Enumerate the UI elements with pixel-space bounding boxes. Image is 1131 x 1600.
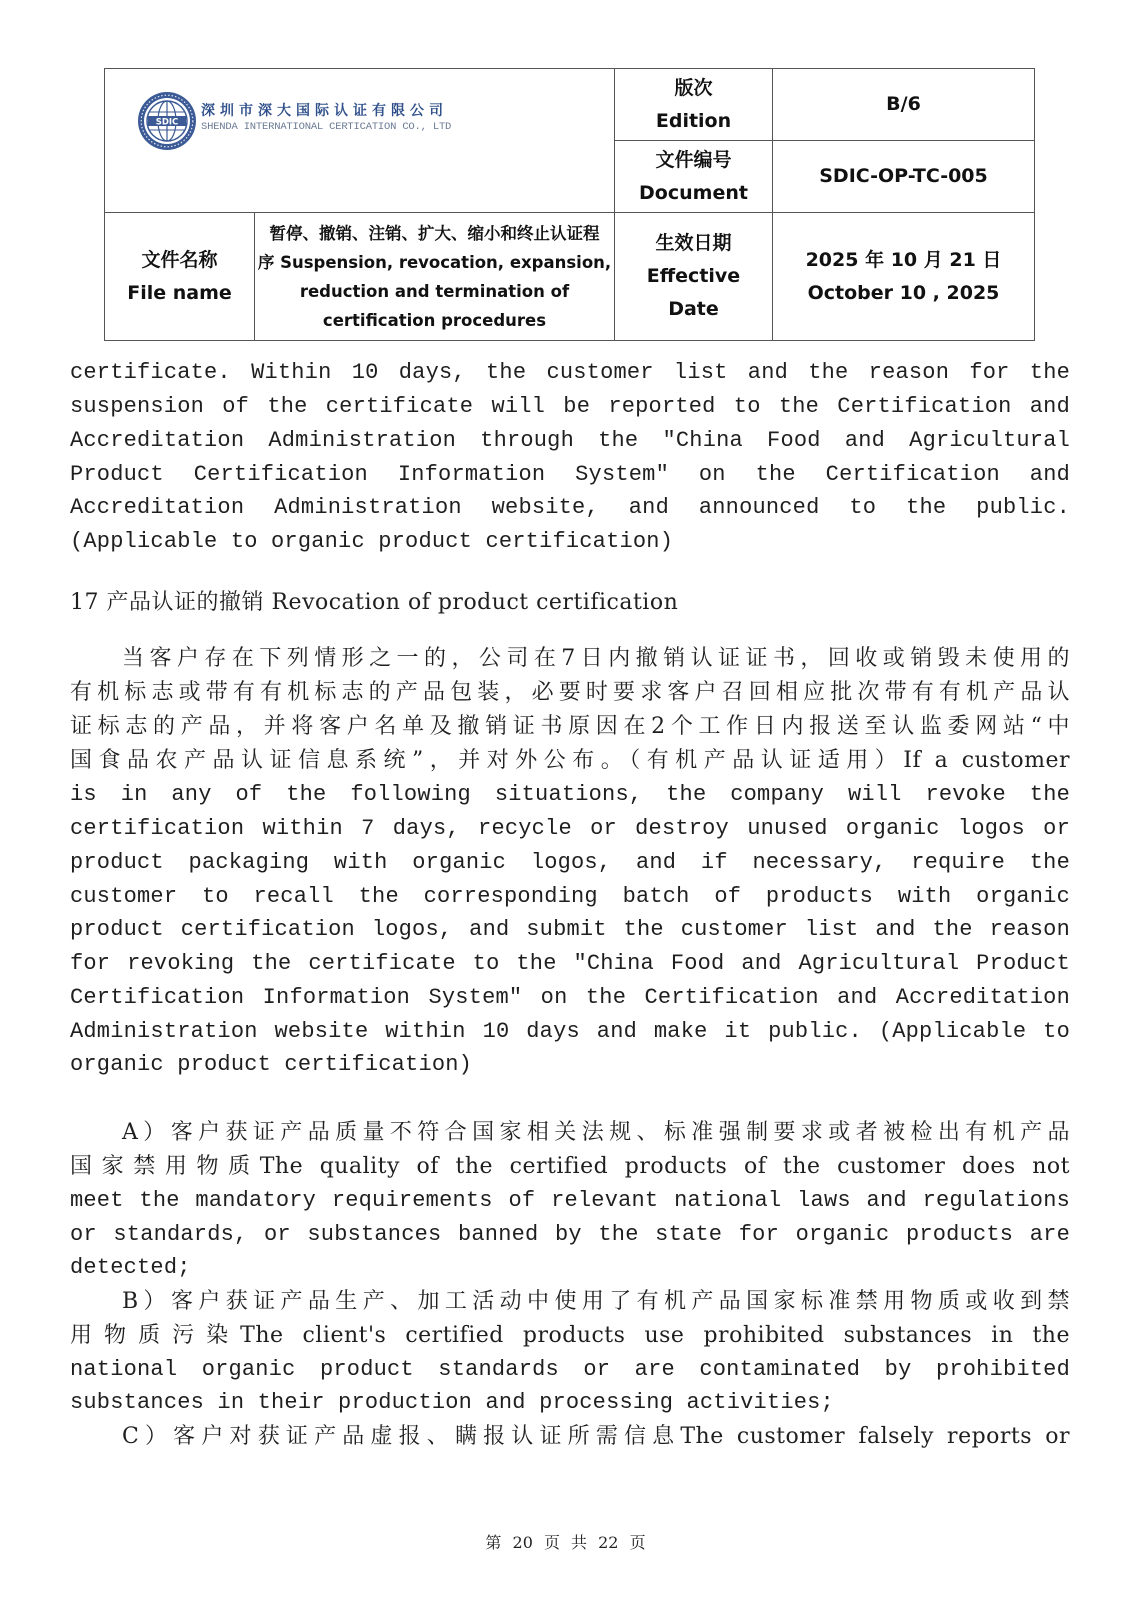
list-item-a: A）客户获证产品质量不符合国家相关法规、标准强制要求或者被检出有机产品 [122, 1120, 1070, 1145]
file-name-value-cell [255, 213, 615, 341]
body-line: national organic product standards or are contaminated by prohibited [70, 1357, 1070, 1382]
edition-label-cn: 版次 [674, 76, 713, 99]
document-title-line: reduction and termination of [299, 281, 570, 301]
effective-date-label-cn: 生效日期 [655, 232, 732, 254]
file-name-label-en: File name [127, 281, 232, 304]
document-title-line: 暂停、撤销、注销、扩大、缩小和终止认证程 [269, 223, 600, 243]
company-logo-cell [105, 69, 615, 213]
company-name-en: SHENDA INTERNATIONAL CERTICATION CO., LTD [201, 121, 452, 133]
svg-text:SDIC: SDIC [155, 117, 179, 128]
document-title-line: certification procedures [322, 310, 547, 330]
body-line: 国食品农产品认证信息系统”，并对外公布。（有机产品认证适用）If a customer [70, 748, 1070, 773]
body-line: 证标志的产品，并将客户名单及撤销证书原因在2个工作日内报送至认监委网站“中 [70, 714, 1070, 739]
body-line: certification within 7 days, recycle or destroy unused organic logos or [70, 816, 1070, 841]
document-label-cn: 文件编号 [655, 148, 732, 171]
globe-emblem-icon [137, 91, 197, 151]
body-line: product packaging with organic logos, and if necessary, require the [70, 850, 1070, 875]
document-label-en: Document [639, 181, 748, 204]
effective-date-label-en: Date [668, 298, 719, 320]
body-line: 当客户存在下列情形之一的，公司在7日内撤销认证证书，回收或销毁未使用的 [122, 646, 1070, 671]
body-line: is in any of the following situations, the company will revoke the [70, 782, 1070, 807]
body-line: (Applicable to organic product certification) [70, 529, 674, 554]
section-heading: 17 产品认证的撤销 Revocation of product certification [70, 590, 679, 615]
body-line: substances in their production and processing activities; [70, 1390, 834, 1415]
document-title [255, 219, 614, 335]
body-line: Accreditation Administration website, and announced to the public. [70, 495, 1070, 520]
body-line: suspension of the certificate will be reported to the Certification and [70, 394, 1070, 419]
body-line: meet the mandatory requirements of relevant national laws and regulations [70, 1188, 1070, 1213]
edition-value-cell [773, 69, 1035, 141]
body-line: Accreditation Administration through the ″China Food and Agricultural [70, 428, 1070, 453]
body-line: certificate. Within 10 days, the customer list and the reason for the [70, 360, 1070, 385]
body-line: 有机标志或带有有机标志的产品包装，必要时要求客户召回相应批次带有有机产品认 [70, 680, 1070, 705]
list-item-c: C）客户对获证产品虚报、瞒报认证所需信息The customer falsely reports or [122, 1424, 1070, 1449]
body-line: or standards, or substances banned by the state for organic products are [70, 1222, 1070, 1247]
page-number: 第 20 页 共 22 页 [485, 1533, 646, 1552]
edition-label-cell [615, 69, 773, 141]
body-line: Certification Information System″ on the Certification and Accreditation [70, 985, 1070, 1010]
body-line: Administration website within 10 days and make it public. (Applicable to [70, 1019, 1070, 1044]
document-value-cell [773, 141, 1035, 213]
effective-date-en: October 10 , 2025 [807, 281, 1000, 304]
file-name-label-cn: 文件名称 [141, 248, 218, 271]
body-line: detected; [70, 1255, 191, 1280]
document-number: SDIC-OP-TC-005 [819, 165, 988, 187]
body-line: 国家禁用物质The quality of the certified products of the customer does not [70, 1154, 1070, 1179]
body-line: Product Certification Information System″ on the Certification and [70, 462, 1070, 487]
body-line: organic product certification) [70, 1052, 473, 1077]
effective-date-label-cell [615, 213, 773, 341]
effective-date-label-en: Effective [646, 265, 741, 287]
company-name-cn: 深圳市深大国际认证有限公司 [201, 103, 448, 119]
file-name-label-cell [105, 213, 255, 341]
body-line: product certification logos, and submit the customer list and the reason [70, 917, 1070, 942]
document-title-line: 序 Suspension, revocation, expansion, [257, 252, 612, 272]
list-item-b: B）客户获证产品生产、加工活动中使用了有机产品国家标准禁用物质或收到禁 [122, 1289, 1070, 1314]
document-label-cell [615, 141, 773, 213]
effective-date-value-cell [773, 213, 1035, 341]
document-header-table [104, 68, 1035, 341]
effective-date-cn: 2025 年 10 月 21 日 [805, 248, 1002, 271]
body-line: for revoking the certificate to the ″China Food and Agricultural Product [70, 951, 1070, 976]
company-logo [137, 91, 451, 151]
edition-value: B/6 [886, 93, 921, 115]
edition-label-en: Edition [655, 109, 732, 132]
body-line: 用物质污染The client's certified products use prohibited substances in the [70, 1323, 1070, 1348]
body-line: customer to recall the corresponding batch of products with organic [70, 884, 1070, 909]
